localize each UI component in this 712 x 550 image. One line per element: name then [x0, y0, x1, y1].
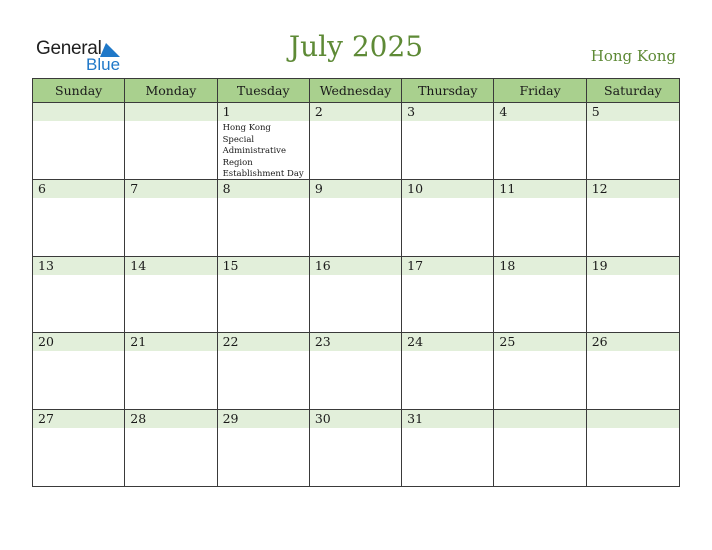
day-number: 31: [407, 411, 424, 427]
day-number-band: [125, 180, 216, 198]
calendar-weeks: [33, 103, 679, 487]
day-number: 3: [407, 104, 416, 119]
weekday-header: Friday: [494, 79, 586, 102]
holiday-label: Hong Kong Special Administrative Region Establishment Day: [222, 123, 304, 179]
day-number: 10: [407, 180, 424, 196]
day-number-band: [402, 103, 493, 121]
day-cell: [402, 103, 494, 179]
day-number: 24: [407, 334, 424, 350]
calendar-week-row: [33, 103, 679, 180]
day-number: 21: [130, 334, 147, 350]
weekday-header: Monday: [125, 79, 217, 102]
day-number: 14: [130, 257, 147, 273]
calendar-week-row: [33, 180, 679, 257]
day-number: 12: [591, 180, 608, 196]
weekday-header: Sunday: [33, 79, 125, 102]
day-cell: [310, 257, 402, 333]
day-number: 28: [130, 411, 147, 427]
day-cell: [587, 410, 679, 487]
calendar-grid: [32, 78, 680, 487]
day-cell: [125, 180, 217, 256]
day-number: 27: [38, 411, 54, 427]
day-number-band: [33, 103, 124, 121]
day-number: 25: [499, 334, 516, 350]
day-cell: [218, 410, 310, 487]
day-number-band: [587, 103, 679, 121]
day-cell: [494, 103, 586, 179]
day-cell: [218, 333, 310, 409]
day-number: 8: [222, 180, 231, 196]
calendar-week-row: [33, 410, 679, 487]
day-number: 1: [222, 104, 231, 119]
day-number: 2: [314, 104, 323, 119]
day-number: 5: [591, 104, 600, 119]
day-number: 6: [38, 180, 46, 196]
day-cell: [125, 333, 217, 409]
day-cell: [33, 103, 125, 179]
day-number: 26: [591, 334, 608, 350]
day-number-band: [33, 180, 124, 198]
calendar-week-row: [33, 257, 679, 334]
day-number: 7: [130, 180, 139, 196]
day-number: 23: [314, 334, 331, 350]
day-number-band: [218, 180, 309, 198]
day-cell: [33, 257, 125, 333]
day-number: 13: [38, 257, 54, 273]
day-number-band: [125, 103, 216, 121]
day-number: 16: [314, 257, 331, 273]
day-number: 19: [591, 257, 608, 273]
day-cell: [587, 180, 679, 256]
day-cell: [402, 180, 494, 256]
day-cell: [310, 410, 402, 487]
day-number-band: [587, 410, 679, 428]
day-cell: [218, 180, 310, 256]
day-number: 11: [499, 180, 516, 196]
day-cell: [33, 410, 125, 487]
day-number: 22: [222, 334, 239, 350]
day-number: 18: [499, 257, 516, 273]
region-label: Hong Kong: [590, 47, 676, 65]
day-number-band: [310, 180, 401, 198]
day-number: 20: [38, 334, 54, 350]
logo-general-text: General: [36, 38, 102, 59]
weekday-header: Thursday: [402, 79, 494, 102]
day-cell: [310, 333, 402, 409]
day-cell: [494, 180, 586, 256]
day-number: 29: [222, 411, 239, 427]
logo-blue-text: Blue: [86, 55, 121, 74]
weekday-header-row: [33, 79, 679, 103]
weekday-header: Wednesday: [310, 79, 402, 102]
day-cell: [494, 333, 586, 409]
day-cell: [218, 103, 310, 179]
day-number: 9: [314, 180, 323, 196]
day-number: 15: [222, 257, 239, 273]
day-cell: [125, 103, 217, 179]
day-number-band: [218, 103, 309, 121]
day-cell: [587, 257, 679, 333]
day-cell: [494, 410, 586, 487]
day-number: 4: [499, 104, 508, 119]
day-cell: [310, 103, 402, 179]
weekday-header: Saturday: [604, 83, 662, 98]
day-cell: [33, 333, 125, 409]
page-title: July 2025: [288, 30, 424, 63]
day-cell: [402, 410, 494, 487]
day-number: 17: [407, 257, 424, 273]
day-cell: [125, 410, 217, 487]
day-cell: [218, 257, 310, 333]
day-number: 30: [314, 411, 331, 427]
day-number-band: [494, 410, 585, 428]
day-cell: [402, 333, 494, 409]
day-cell: [587, 103, 679, 179]
day-cell: [33, 180, 125, 256]
day-cell: [494, 257, 586, 333]
day-cell: [587, 333, 679, 409]
calendar-week-row: [33, 333, 679, 410]
day-number-band: [494, 103, 585, 121]
weekday-header: Tuesday: [218, 79, 310, 102]
day-cell: [402, 257, 494, 333]
day-cell: [310, 180, 402, 256]
day-cell: [125, 257, 217, 333]
day-number-band: [310, 103, 401, 121]
